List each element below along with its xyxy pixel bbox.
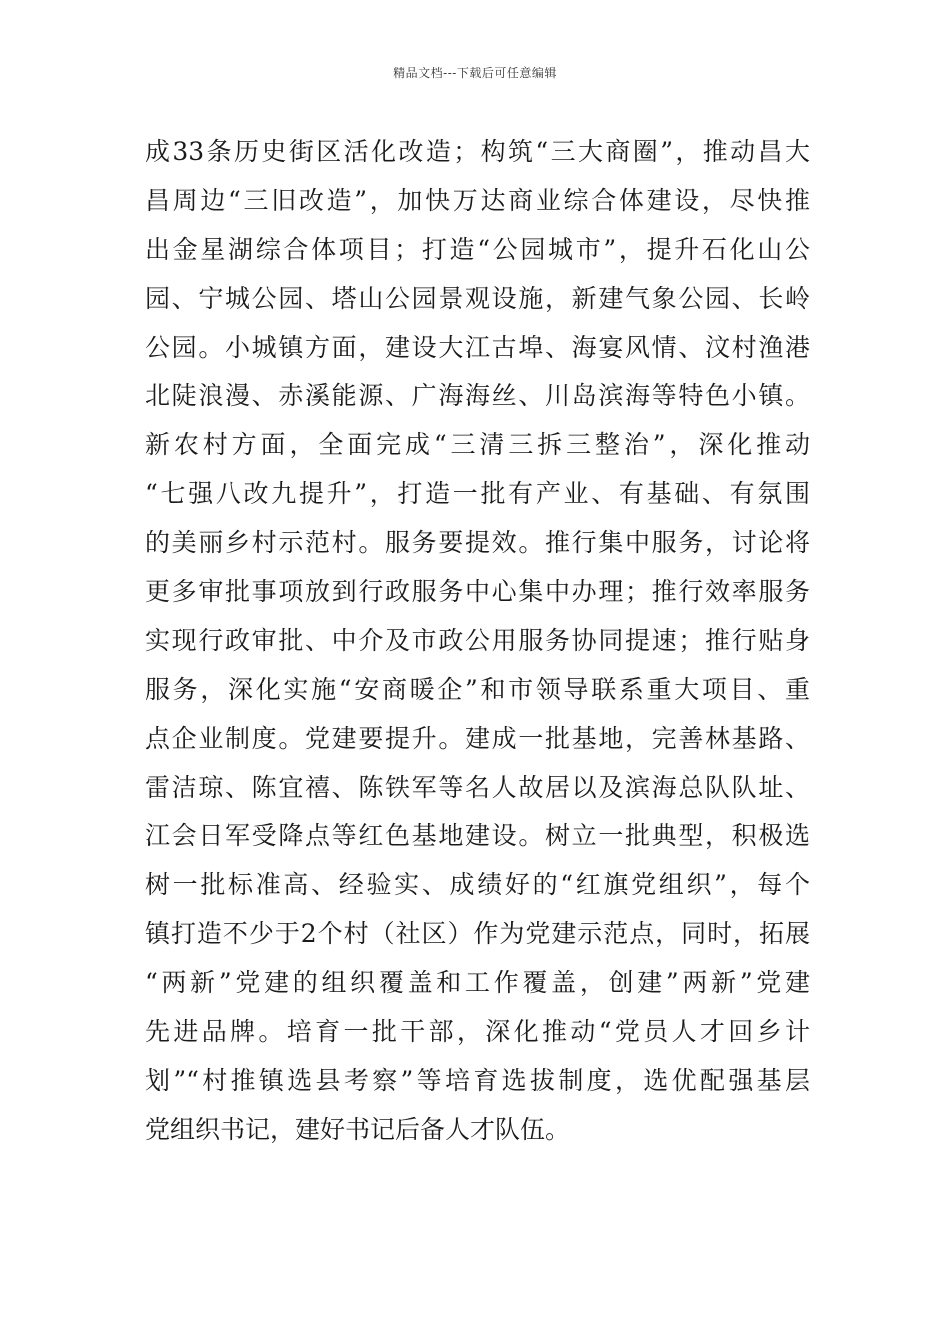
text-line: 的美丽乡村示范村。服务要提效。推行集中服务，讨论将 <box>145 528 810 558</box>
text-line: 镇打造不少于2个村（社区）作为党建示范点，同时，拓展 <box>145 919 810 949</box>
text-line: 划”“村推镇选县考察”等培育选拔制度，选优配强基层 <box>145 1065 810 1095</box>
text-line: 雷洁琼、陈宜禧、陈铁军等名人故居以及滨海总队队址、 <box>145 772 810 802</box>
body-paragraph <box>145 128 810 1155</box>
text-line: 出金星湖综合体项目；打造“公园城市”，提升石化山公 <box>145 234 810 264</box>
text-line: 公园。小城镇方面，建设大江古埠、海宴风情、汶村渔港 <box>145 332 810 362</box>
text-line: 昌周边“三旧改造”，加快万达商业综合体建设，尽快推 <box>145 185 810 215</box>
text-line: 服务，深化实施“安商暖企”和市领导联系重大项目、重 <box>145 674 810 704</box>
text-line: 先进品牌。培育一批干部，深化推动“党员人才回乡计 <box>145 1017 810 1047</box>
text-line: 江会日军受降点等红色基地建设。树立一批典型，积极选 <box>145 821 810 851</box>
text-line: 更多审批事项放到行政服务中心集中办理；推行效率服务 <box>145 577 810 607</box>
text-line: 北陡浪漫、赤溪能源、广海海丝、川岛滨海等特色小镇。 <box>145 381 810 411</box>
text-line: “七强八改九提升”，打造一批有产业、有基础、有氛围 <box>145 479 810 509</box>
text-line: 点企业制度。党建要提升。建成一批基地，完善林基路、 <box>145 723 810 753</box>
text-line: 园、宁城公园、塔山公园景观设施，新建气象公园、长岭 <box>145 283 810 313</box>
text-line: 党组织书记，建好书记后备人才队伍。 <box>145 1114 571 1144</box>
text-line: 新农村方面，全面完成“三清三拆三整治”，深化推动 <box>145 430 810 460</box>
text-line: “两新”党建的组织覆盖和工作覆盖，创建”两新”党建 <box>145 968 810 998</box>
text-line: 实现行政审批、中介及市政公用服务协同提速；推行贴身 <box>145 625 810 655</box>
text-line: 树一批标准高、经验实、成绩好的“红旗党组织”，每个 <box>145 870 810 900</box>
page-header: 精品文档---下载后可任意编辑 <box>393 66 557 80</box>
text-line: 成33条历史街区活化改造；构筑“三大商圈”，推动昌大 <box>145 137 810 166</box>
